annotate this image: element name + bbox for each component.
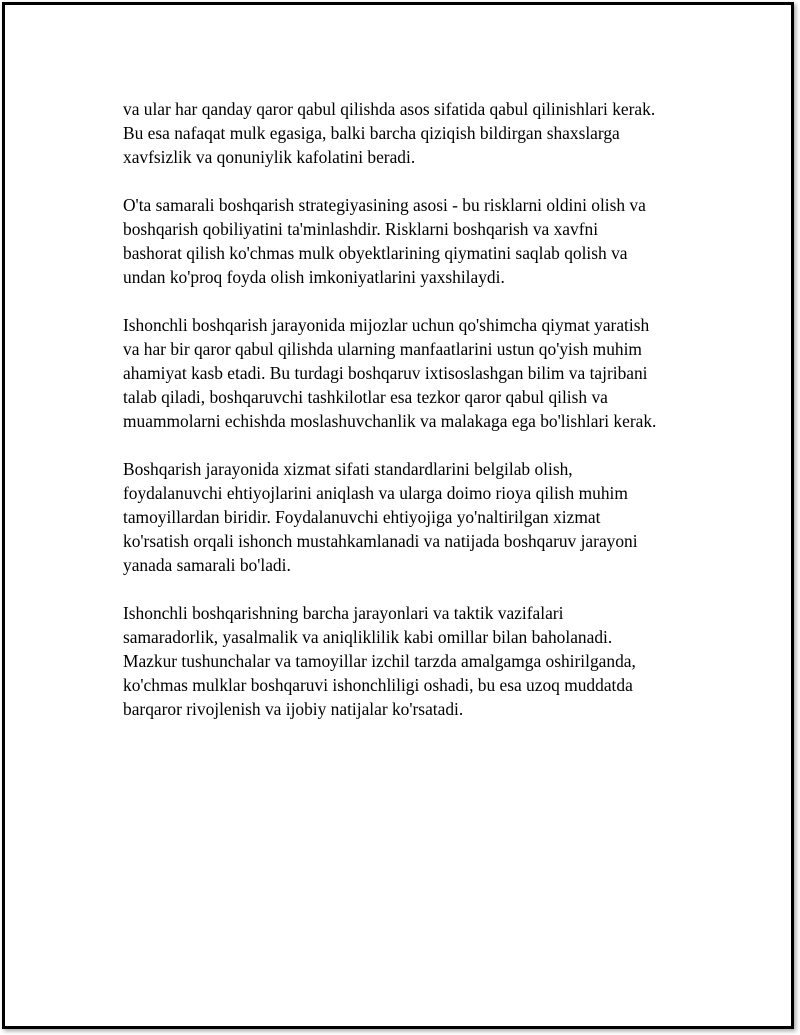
paragraph-4: Boshqarish jarayonida xizmat sifati standardlarini belgilab olish, foydalanuvchi ehtiyojlarini aniqlash va ularga doimo rioya qilish muhim tamoyillardan biridir. Foydalanuvchi ehtiyojiga yo'naltirilgan xizmat ko'rsatish orqali ishonch mustahkamlanadi va natijada boshqaruv jarayoni yanada samarali bo'ladi. <box>123 459 638 575</box>
page-frame <box>2 2 794 1029</box>
paragraph-2: O'ta samarali boshqarish strategiyasining asosi - bu risklarni oldini olish va boshqarish qobiliyatini ta'minlashdir. Risklarni boshqarish va xavfni bashorat qilish ko'chmas mulk obyektlarining qiymatini saqlab qolish va undan ko'proq foyda olish imkoniyatlarini yaxshilaydi. <box>123 195 646 287</box>
paragraph-1: va ular har qanday qaror qabul qilishda asos sifatida qabul qilinishlari kerak. Bu esa nafaqat mulk egasiga, balki barcha qiziqish bildirgan shaxslarga xavfsizlik va qonuniylik kafolatini beradi. <box>123 99 656 167</box>
document-body <box>123 97 693 745</box>
paragraph-3: Ishonchli boshqarish jarayonida mijozlar uchun qo'shimcha qiymat yaratish va har bir qaror qabul qilishda ularning manfaatlarini ustun qo'yish muhim ahamiyat kasb etadi. Bu turdagi boshqaruv ixtisoslashgan bilim va tajribani talab qiladi, boshqaruvchi tashkilotlar esa tezkor qaror qabul qilish va muammolarni echishda moslashuvchanlik va malakaga ega bo'lishlari kerak. <box>123 315 657 431</box>
paragraph-5: Ishonchli boshqarishning barcha jarayonlari va taktik vazifalari samaradorlik, yasalmalik va aniqliklilik kabi omillar bilan baholanadi. Mazkur tushunchalar va tamoyillar izchil tarzda amalgamga oshirilganda, ko'chmas mulklar boshqaruvi ishonchliligi oshadi, bu esa uzoq muddatda barqaror rivojlenish va ijobiy natijalar ko'rsatadi. <box>123 603 636 719</box>
